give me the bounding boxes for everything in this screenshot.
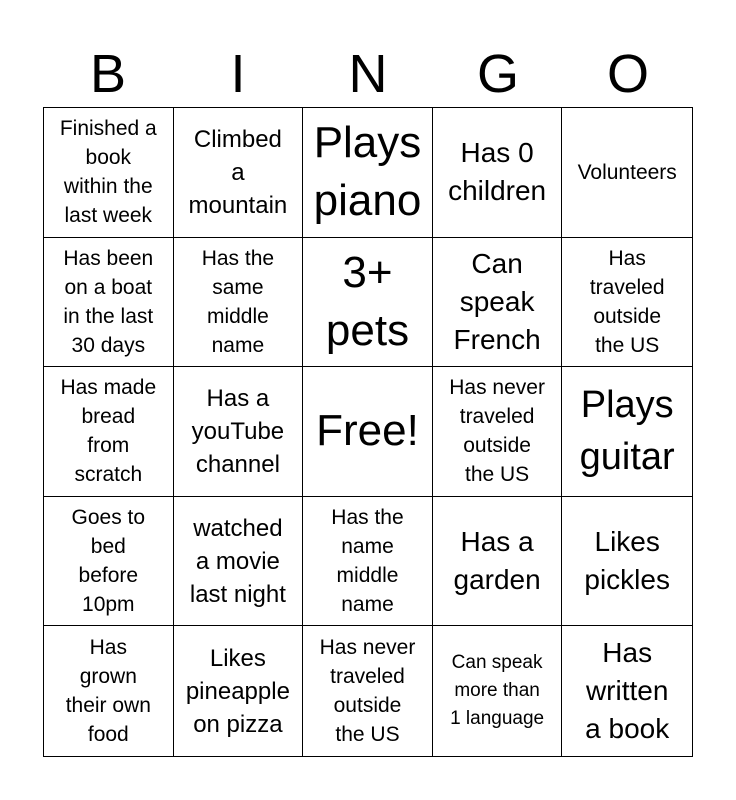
free-space-text: Free!: [316, 406, 419, 456]
bingo-cell-text: Has grown their own food: [65, 636, 151, 747]
bingo-cell[interactable]: [303, 626, 433, 756]
bingo-cell[interactable]: [174, 108, 304, 238]
bingo-cell-text: Has written a book: [585, 637, 670, 745]
bingo-cell[interactable]: [44, 367, 174, 497]
bingo-cell-text: Plays piano: [313, 118, 422, 226]
bingo-cell[interactable]: [433, 497, 563, 627]
bingo-cell-text: Likes pickles: [584, 526, 670, 596]
header-letter-o: O: [606, 44, 649, 104]
bingo-cell[interactable]: [433, 626, 563, 756]
bingo-cell-text: Has never traveled outside the US: [449, 376, 545, 487]
bingo-cell[interactable]: [433, 238, 563, 368]
bingo-cell-text: Climbed a mountain: [188, 125, 288, 219]
bingo-cell[interactable]: [44, 626, 174, 756]
bingo-cell-text: Goes to bed before 10pm: [71, 506, 146, 617]
bingo-cell-text: Volunteers: [577, 160, 677, 184]
bingo-cell-text: watched a movie last night: [189, 514, 286, 608]
bingo-cell-text: Has a garden: [453, 526, 541, 596]
bingo-cell[interactable]: [174, 497, 304, 627]
bingo-cell-text: Has traveled outside the US: [589, 246, 665, 357]
header-letter-n: N: [348, 44, 388, 104]
bingo-cell[interactable]: [562, 108, 692, 238]
free-space-cell[interactable]: [303, 367, 433, 497]
bingo-board: [43, 107, 693, 757]
bingo-cell-text: Has never traveled outside the US: [319, 636, 416, 747]
bingo-cell[interactable]: [44, 238, 174, 368]
bingo-cell-text: Has 0 children: [448, 137, 547, 207]
bingo-cell[interactable]: [433, 108, 563, 238]
bingo-cell-text: Plays guitar: [579, 384, 675, 479]
bingo-cell-text: Likes pineapple on pizza: [185, 644, 290, 738]
header-letter-i: I: [230, 44, 246, 104]
bingo-cell[interactable]: [174, 238, 304, 368]
bingo-cell[interactable]: [303, 497, 433, 627]
bingo-cell[interactable]: [562, 497, 692, 627]
bingo-cell[interactable]: [174, 367, 304, 497]
bingo-cell-text: Finished a book within the last week: [59, 117, 157, 228]
bingo-cell-text: 3+ pets: [325, 247, 410, 355]
bingo-cell-text: Has the same middle name: [201, 246, 275, 357]
bingo-cell[interactable]: [303, 108, 433, 238]
bingo-cell-text: Can speak French: [453, 247, 541, 355]
bingo-cell[interactable]: [174, 626, 304, 756]
bingo-cell[interactable]: [44, 497, 174, 627]
bingo-cell[interactable]: [562, 367, 692, 497]
bingo-cell-text: Has been on a boat in the last 30 days: [63, 246, 154, 357]
bingo-header: [43, 42, 693, 106]
bingo-cell-text: Has the name middle name: [331, 506, 404, 617]
bingo-cell[interactable]: [562, 238, 692, 368]
bingo-cell[interactable]: [44, 108, 174, 238]
bingo-cell-text: Can speak more than 1 language: [450, 652, 545, 730]
bingo-cell-text: Has made bread from scratch: [60, 376, 157, 487]
bingo-cell[interactable]: [433, 367, 563, 497]
bingo-cell-text: Has a youTube channel: [191, 384, 285, 478]
bingo-cell[interactable]: [562, 626, 692, 756]
bingo-cell[interactable]: [303, 238, 433, 368]
header-letter-b: B: [89, 44, 127, 104]
header-letter-g: G: [476, 44, 519, 104]
